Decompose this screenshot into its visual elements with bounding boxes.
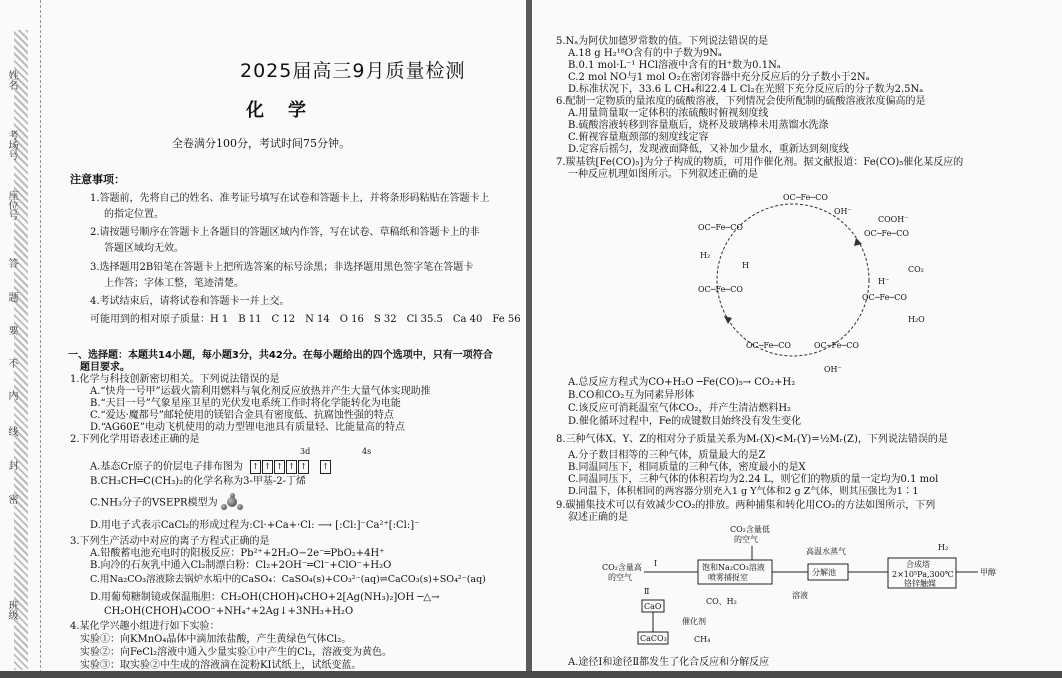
q2-option-a-text: A.基态Cr原子的价层电子排布图为 [90, 461, 243, 473]
q5-option-d: D.标准状况下，33.6 L CH₄和22.4 L Cl₂在光照下充分反应后的分子数为2.5Nₐ [568, 84, 924, 95]
dg-hm-label: H⁻ [878, 277, 890, 286]
fd-path-2: Ⅱ [644, 587, 650, 596]
fd-h2: H₂ [938, 543, 949, 552]
binding-label: 座位号 [6, 190, 17, 220]
fd-co2-high: CO₂含量高 [602, 563, 642, 572]
q1-option-a: A.“快舟一号甲”运载火箭利用燃料与氧化剂反应放热并产生大量气体实现助推 [90, 386, 431, 397]
q7-stem-cont: 一种反应机理如图所示。下列叙述正确的是 [568, 169, 758, 180]
q3-option-b: B.向冷的石灰乳中通入Cl₂制漂白粉：Cl₂+2OH⁻═Cl⁻+ClO⁻+H₂O [90, 560, 392, 571]
exam-title: 2025届高三9月质量检测 [240, 60, 466, 82]
q4-exp2: 实验②：向FeCl₂溶液中通入少量实验①中产生的Cl₂，溶液变为黄色。 [80, 647, 393, 658]
binding-label: 考场号 [6, 130, 17, 160]
dg-fe-right: OC─Fe─CO [864, 229, 909, 238]
fd-path-1: Ⅰ [654, 559, 658, 568]
section-heading: 一、选择题：本题共14小题，每小题3分，共42分。在每小题给出的四个选项中，只有一项符合 [68, 350, 493, 361]
notes-heading: 注意事项： [70, 173, 125, 186]
dg-fe-top: OC─Fe─CO [783, 193, 828, 202]
fd-box3b: 2×10⁵Pa,300℃ [892, 570, 954, 579]
vsepr-model-image [221, 496, 243, 510]
fd-box3a: 合成塔 [906, 560, 930, 569]
dg-oh-label: OH⁻ [834, 207, 852, 216]
fd-co2-low: CO₂含量低 [730, 525, 770, 534]
q5-option-c: C.2 mol NO与1 mol O₂在密闭容器中充分反应后的分子数小于2Nₐ [568, 72, 870, 83]
binding-label: 班级 [6, 600, 17, 620]
q7-option-d: D.催化循环过程中，Fe的成键数目始终没有发生变化 [568, 416, 802, 427]
q6-stem: 6.配制一定物质的量浓度的硫酸溶液，下列情况会使所配制的硫酸溶液浓度偏高的是 [556, 96, 926, 107]
fd-methanol: 甲醇 [980, 568, 996, 577]
dg-h-label: H [742, 261, 749, 270]
orbital-label-3d: 3d [300, 447, 311, 456]
binding-label: 题 [6, 292, 17, 302]
q7-option-c: C.该反应可消耗温室气体CO₂，并产生清洁燃料H₂ [568, 403, 792, 414]
dg-cooh-label: COOH⁻ [878, 215, 909, 224]
binding-label: 内 [6, 390, 17, 400]
q9-stem: 9.碳捕集技术可以有效减少CO₂的排放。两种捕集和转化用CO₂的方法如图所示，下列 [556, 500, 936, 511]
note-line: 4.考试结束后，请将试卷和答题卡一并上交。 [90, 296, 290, 307]
fd-catalyst: 催化剂 [682, 617, 706, 626]
fd-sep: 分解池 [812, 568, 836, 577]
fd-box1a: 饱和Na₂CO₃溶液 [702, 563, 765, 572]
q5-option-a: A.18 g H₂¹⁸O含有的中子数为9Nₐ [568, 48, 722, 59]
binding-label: 封 [6, 460, 17, 470]
binding-strip [0, 0, 41, 678]
q2-option-d: D.用电子式表示CaCl₂的形成过程为:Cl·+Ca+·Cl: ⟶ [:Cl:]⁻Ca²⁺[:Cl:]⁻ [90, 520, 420, 531]
fd-air-top: 的空气 [734, 535, 758, 544]
q3-stem: 3.下列生产活动中对应的离子方程式正确的是 [70, 536, 270, 547]
fd-ch4: CH₄ [694, 635, 711, 644]
fd-solution: 溶液 [792, 591, 808, 600]
q8-stem: 8.三种气体X、Y、Z的相对分子质量关系为Mᵣ(X)<Mᵣ(Y)=½Mᵣ(Z)，下列说法错误的是 [556, 434, 948, 445]
q1-option-d: D.“AG60E”电动飞机使用的动力型锂电池具有质量轻、比能量高的特点 [90, 422, 406, 433]
q1-stem: 1.化学与科技创新密切相关。下列说法错误的是 [70, 374, 280, 385]
dg-h2o-label: H₂O [908, 315, 925, 324]
q7-option-b: B.CO和CO₂互为同素异形体 [568, 390, 695, 401]
q9-stem-cont: 叙述正确的是 [568, 512, 628, 523]
binding-label: 答 [6, 258, 17, 268]
q2-stem: 2.下列化学用语表述正确的是 [70, 434, 200, 445]
exam-info: 全卷满分100分，考试时间75分钟。 [172, 137, 350, 150]
atomic-masses: 可能用到的相对原子质量：H 1 B 11 C 12 N 14 O 16 S 32 Cl 35.5 Ca 40 Fe 56 [90, 314, 521, 325]
binding-label: 线 [6, 426, 17, 436]
fd-box3c: 铬锌触媒 [904, 579, 936, 588]
q5-option-b: B.0.1 mol·L⁻¹ HCl溶液中含有的H⁺数为0.1Nₐ [568, 60, 781, 71]
catalytic-cycle-diagram [578, 188, 1008, 378]
q8-option-a: A.分子数目相等的三种气体，质量最大的是Z [568, 450, 766, 461]
q3-option-d: D.用葡萄糖制镜或保温瓶胆：CH₂OH(CHOH)₄CHO+2[Ag(NH₃)₂]OH ─△→ [90, 592, 440, 603]
dg-fe-bottom-right: OC─Fe─CO [814, 341, 859, 350]
fd-steam: 高温水蒸气 [806, 547, 846, 556]
q7-stem: 7.羰基铁[Fe(CO)₅]为分子构成的物质，可用作催化剂。据文献报道：Fe(CO)₅催化某反应的 [556, 157, 964, 168]
fd-box1b: 喷雾捕捉室 [708, 573, 748, 582]
dg-fe-left: OC─Fe─CO [698, 223, 743, 232]
fd-air-left: 的空气 [608, 573, 632, 582]
q2-option-b: B.CH₃CH═C(CH₃)₂的化学名称为3-甲基-2-丁烯 [90, 476, 307, 487]
q2-option-a [90, 460, 332, 474]
q7-option-a: A.总反应方程式为CO+H₂O ─Fe(CO)₅→ CO₂+H₂ [568, 377, 796, 388]
q8-option-c: C.同温同压下，三种气体的体积若均为2.24 L，则它们的物质的量一定均为0.1 mol [568, 474, 939, 485]
viewer-status-bar [0, 671, 1062, 678]
fd-co-h2: CO、H₂ [706, 597, 737, 606]
binding-label: 姓名 [6, 70, 17, 90]
q1-option-c: C.“爱达·魔都号”邮轮使用的镁铝合金具有密度低、抗腐蚀性强的特点 [90, 410, 394, 421]
dg-oh-bottom: OH⁻ [824, 365, 842, 374]
q8-option-d: D.同温下，体积相同的两容器分别充入1 g Y气体和2 g Z气体，则其压强比为1∶1 [568, 486, 919, 497]
fd-caco3: CaCO₃ [640, 634, 667, 643]
dg-fe-right2: OC─Fe─CO [862, 293, 907, 302]
exam-subject: 化学 [246, 100, 330, 121]
section-heading: 题目要求。 [80, 362, 130, 373]
note-line: 1.答题前，先将自己的姓名、准考证号填写在试卷和答题卡上，并将条形码粘贴在答题卡上 [90, 193, 490, 204]
q1-option-b: B.“天目一号”气象星座卫星的光伏发电系统工作时将化学能转化为电能 [90, 398, 401, 409]
note-line: 3.选择题用2B铅笔在答题卡上把所选答案的标号涂黑；非选择题用黑色签字笔在答题卡 [90, 262, 474, 273]
q2-option-c [90, 496, 243, 510]
q9-option-a: A.途径Ⅰ和途径Ⅱ都发生了化合反应和分解反应 [568, 657, 770, 668]
left-page [0, 0, 526, 678]
note-line: 答题区域均无效。 [104, 243, 184, 254]
note-line: 的指定位置。 [104, 209, 164, 220]
orbital-diagram: ↑ ↑ ↑ ↑ ↑ ↑ [250, 462, 332, 473]
orbital-label-4s: 4s [362, 447, 372, 456]
binding-label: 要 [6, 325, 17, 335]
q6-option-d: D.定容后摇匀，发现液面降低，又补加少量水，重新达到刻度线 [568, 144, 849, 155]
q3-option-d-cont: CH₂OH(CHOH)₄COO⁻+NH₄⁺+2Ag↓+3NH₃+H₂O [104, 606, 354, 617]
binding-label: 密 [6, 494, 17, 504]
q6-option-a: A.用量筒量取一定体积的浓硫酸时俯视刻度线 [568, 108, 769, 119]
right-page [532, 0, 1062, 678]
q5-stem: 5.Nₐ为阿伏加德罗常数的值。下列说法错误的是 [556, 36, 769, 47]
note-line: 2.请按题号顺序在答题卡上各题目的答题区域内作答，写在试卷、草稿纸和答题卡上的非 [90, 227, 480, 238]
dg-fe-bottom-left: OC─Fe─CO [746, 341, 791, 350]
dg-fe-left2: OC─Fe─CO [698, 285, 743, 294]
binding-hatch [14, 30, 28, 670]
q3-option-a: A.铅酸蓄电池充电时的阳极反应：Pb²⁺+2H₂O−2e⁻═PbO₂+4H⁺ [90, 548, 385, 559]
q4-exp3: 实验③：取实验②中生成的溶液滴在淀粉KI试纸上，试纸变蓝。 [80, 660, 362, 671]
binding-label: 不 [6, 358, 17, 368]
q8-option-b: B.同温同压下，相同质量的三种气体，密度最小的是X [568, 462, 806, 473]
q6-option-b: B.硫酸溶液转移到容量瓶后，烧杯及玻璃棒未用蒸馏水洗涤 [568, 120, 829, 131]
q3-option-c: C.用Na₂CO₃溶液除去锅炉水垢中的CaSO₄：CaSO₄(s)+CO₃²⁻(aq)⇌CaCO₃(s)+SO₄²⁻(aq) [90, 574, 486, 585]
q2-option-c-text: C.NH₃分子的VSEPR模型为 [90, 497, 218, 509]
note-line: 上作答；字体工整，笔迹清楚。 [104, 278, 244, 289]
q4-stem: 4.某化学兴趣小组进行如下实验： [70, 621, 220, 632]
dg-co2-label: CO₂ [908, 265, 924, 274]
carbon-capture-diagram [582, 520, 1052, 660]
fd-cao: CaO [644, 602, 662, 611]
q4-exp1: 实验①：向KMnO₄晶体中滴加浓盐酸，产生黄绿色气体Cl₂。 [80, 634, 352, 645]
dg-h2-label: H₂ [700, 251, 711, 260]
q6-option-c: C.俯视容量瓶颈部的刻度线定容 [568, 132, 709, 143]
